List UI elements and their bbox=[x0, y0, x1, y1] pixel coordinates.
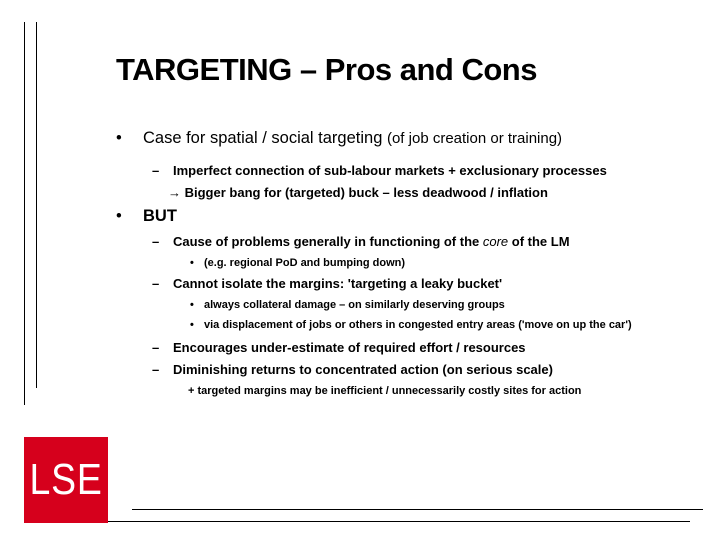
dash-marker: – bbox=[152, 163, 160, 178]
footer-line-top bbox=[132, 509, 703, 510]
bullet-parenthetical: (of job creation or training) bbox=[386, 130, 563, 147]
lse-logo-text: LSE bbox=[29, 455, 103, 504]
sub-bullet-cannot-isolate: Cannot isolate the margins: 'targeting a leaky bucket' bbox=[173, 276, 503, 291]
dash-marker: – bbox=[152, 234, 160, 249]
note-targeted-margins: + targeted margins may be inefficient / unnecessarily costly sites for action bbox=[188, 385, 582, 397]
dash-marker: – bbox=[152, 340, 160, 355]
sub-bullet-imperfect-connection: Imperfect connection of sub-labour markets + exclusionary processes bbox=[173, 163, 607, 178]
footer-line-bottom bbox=[108, 521, 690, 522]
lse-logo bbox=[24, 437, 108, 523]
item-regional-pod: (e.g. regional PoD and bumping down) bbox=[204, 257, 406, 269]
bullet-case-for-targeting bbox=[143, 129, 562, 148]
item-collateral-damage: always collateral damage – on similarly deserving groups bbox=[204, 299, 505, 311]
bullet-marker: • bbox=[116, 207, 122, 225]
left-border-line-inner bbox=[36, 22, 37, 388]
small-bullet-marker: • bbox=[190, 319, 194, 331]
sub-bullet-cause-tail: of the LM bbox=[508, 234, 570, 249]
dash-marker: – bbox=[152, 276, 160, 291]
bullet-marker: • bbox=[116, 129, 122, 147]
bullet-but: BUT bbox=[143, 207, 177, 225]
bullet-text: Case for spatial / social targeting bbox=[143, 129, 383, 147]
sub-bullet-core-emphasis: core bbox=[482, 234, 509, 249]
dash-marker: – bbox=[152, 362, 160, 377]
small-bullet-marker: • bbox=[190, 299, 194, 311]
small-bullet-marker: • bbox=[190, 257, 194, 269]
left-border-line bbox=[24, 22, 25, 405]
sub-bullet-cause-text: Cause of problems generally in functioning of the bbox=[173, 234, 483, 249]
item-displacement: via displacement of jobs or others in congested entry areas ('move on up the car') bbox=[204, 319, 632, 331]
sub-bullet-under-estimate: Encourages under-estimate of required effort / resources bbox=[173, 340, 526, 355]
sub-bullet-diminishing-returns: Diminishing returns to concentrated action (on serious scale) bbox=[173, 362, 553, 377]
sub-bullet-bigger-bang: → Bigger bang for (targeted) buck – less deadwood / inflation bbox=[168, 185, 548, 200]
slide-title: TARGETING – Pros and Cons bbox=[116, 52, 537, 87]
sub-bullet-cause-of-problems bbox=[173, 234, 570, 249]
